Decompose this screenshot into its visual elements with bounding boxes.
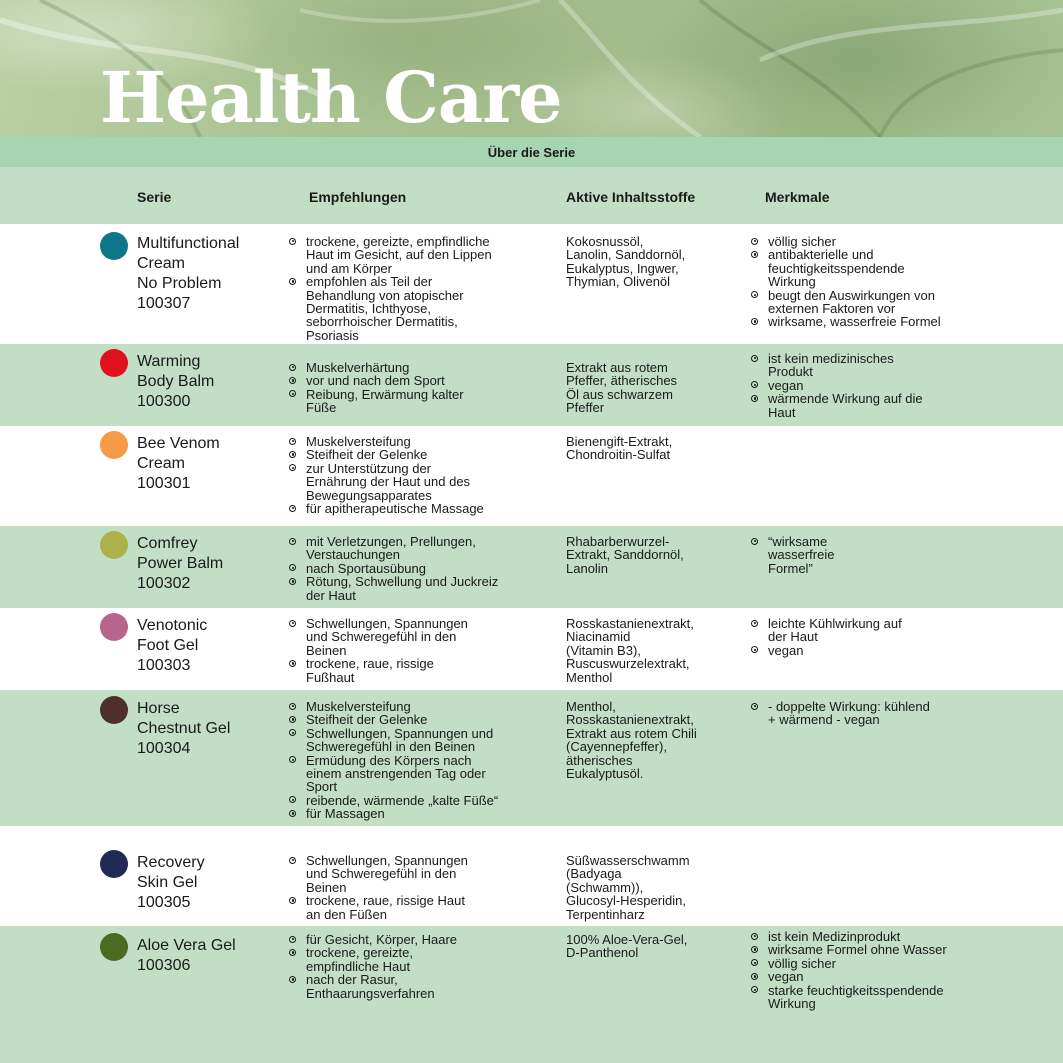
product-name-line: Horse — [137, 700, 180, 717]
bullet-item — [288, 448, 543, 461]
bullet-line: vegan — [768, 377, 804, 393]
product-name-line: Warming — [137, 353, 201, 370]
bullet-line: der Haut — [306, 587, 356, 603]
ingredient-line: Lanolin — [566, 560, 608, 576]
product-name-line: 100303 — [137, 657, 191, 674]
bullet-line: Enthaarungsverfahren — [306, 985, 435, 1001]
bullet-line: wasserfreie — [768, 547, 835, 563]
bullet-item — [750, 352, 990, 379]
series-color-dot — [100, 431, 128, 459]
bullet-item — [750, 379, 990, 392]
ingredients-text — [566, 933, 741, 960]
product-name — [137, 936, 297, 976]
bullet-line: antibakterielle und — [768, 247, 874, 263]
bullet-line: trockene, raue, rissige — [306, 656, 434, 672]
column-header-ingredients: Aktive Inhaltsstoffe — [566, 189, 696, 205]
bullet-line: starke feuchtigkeitsspendende — [768, 982, 944, 998]
bullet-line: wirksame Formel ohne Wasser — [768, 942, 947, 958]
features-list — [750, 930, 990, 1010]
ingredient-line: (Vitamin B3), — [566, 642, 641, 658]
ingredient-line: Extrakt, Sanddornöl, — [566, 547, 684, 563]
product-name-line: Venotonic — [137, 617, 208, 634]
bullet-item — [750, 289, 990, 316]
bullet-line: “wirksame — [768, 534, 828, 549]
bullet-line: - doppelte Wirkung: kühlend — [768, 699, 930, 714]
series-color-dot — [100, 613, 128, 641]
product-name — [137, 534, 297, 594]
bullet-line: vegan — [768, 969, 804, 985]
bullet-line: vegan — [768, 642, 804, 658]
product-name-line: Skin Gel — [137, 874, 198, 891]
series-color-dot — [100, 232, 128, 260]
ingredient-line: Menthol — [566, 669, 613, 685]
bullet-item — [750, 392, 990, 419]
bullet-item — [750, 957, 990, 970]
product-name-line: Recovery — [137, 854, 205, 871]
ingredients-text — [566, 235, 741, 289]
bullet-item — [288, 854, 543, 894]
product-name-line: 100305 — [137, 894, 191, 911]
bullet-item — [288, 973, 543, 1000]
page-title: Health Care — [100, 56, 562, 137]
bullet-line: Wirkung — [768, 274, 816, 290]
ingredients-text — [566, 361, 741, 415]
ingredient-line: Ruscuswurzelextrakt, — [566, 656, 690, 672]
bullet-line: einem anstrengenden Tag oder — [306, 766, 486, 782]
table-header — [0, 167, 1063, 224]
bullet-line: und Schweregefühl in den — [306, 629, 457, 645]
bullet-line: und Schweregefühl in den — [306, 866, 457, 882]
bullet-line: ist kein Medizinprodukt — [768, 929, 901, 944]
bullet-item — [288, 807, 543, 820]
bullet-item — [288, 794, 543, 807]
bullet-line: Ermüdung des Körpers nach — [306, 752, 472, 768]
ingredient-line: Chondroitin-Sulfat — [566, 447, 671, 463]
recommendations-list — [288, 854, 543, 921]
ingredient-line: (Schwamm)), — [566, 879, 644, 895]
column-header-features: Merkmale — [765, 189, 830, 205]
bullet-line: beugt den Auswirkungen von — [768, 287, 935, 303]
bullet-item — [288, 502, 543, 515]
ingredients-text — [566, 700, 741, 780]
series-color-dot — [100, 850, 128, 878]
bullet-line: Beinen — [306, 879, 347, 895]
bullet-item — [288, 275, 543, 342]
ingredient-line: Eukalyptus, Ingwer, — [566, 260, 679, 276]
ingredient-line: Eukalyptusöl. — [566, 766, 644, 782]
bullet-item — [288, 361, 543, 374]
features-list — [750, 535, 990, 575]
ingredient-line: Menthol, — [566, 699, 616, 714]
bullet-line: Reibung, Erwärmung kalter — [306, 386, 464, 402]
product-name-line: Power Balm — [137, 555, 224, 572]
bullet-line: Haut im Gesicht, auf den Lippen — [306, 247, 492, 263]
bullet-line: empfindliche Haut — [306, 958, 411, 974]
recommendations-list — [288, 535, 543, 602]
bullet-line: + wärmend - vegan — [768, 712, 880, 728]
column-header-series: Serie — [137, 189, 172, 205]
product-name — [137, 434, 297, 494]
bullet-line: Steifheit der Gelenke — [306, 712, 428, 728]
bullet-item — [750, 984, 990, 1011]
bullet-line: für Gesicht, Körper, Haare — [306, 932, 458, 947]
product-name — [137, 616, 297, 676]
product-name-line: Cream — [137, 455, 186, 472]
product-name — [137, 853, 297, 913]
ingredient-line: Extrakt aus rotem Chili — [566, 725, 697, 741]
bullet-line: Behandlung von atopischer — [306, 287, 464, 303]
ingredient-line: Rhabarberwurzel- — [566, 534, 670, 549]
bullet-item — [750, 943, 990, 956]
bullet-item — [288, 435, 543, 448]
product-name-line: 100300 — [137, 393, 191, 410]
ingredients-text — [566, 435, 741, 462]
bullet-item — [288, 562, 543, 575]
bullet-line: Dermatitis, Ichthyose, — [306, 301, 431, 317]
series-color-dot — [100, 349, 128, 377]
bullet-item — [750, 248, 990, 288]
bullet-line: Formel” — [768, 560, 813, 576]
features-list — [750, 700, 990, 727]
bullet-item — [288, 535, 543, 562]
bullet-line: Schwellungen, Spannungen und — [306, 725, 494, 741]
ingredients-text — [566, 854, 741, 921]
bullet-line: Verstauchungen — [306, 547, 400, 563]
bullet-item — [288, 946, 543, 973]
product-name-line: 100301 — [137, 475, 191, 492]
product-name — [137, 234, 297, 314]
column-header-recommendations: Empfehlungen — [309, 189, 407, 205]
bullet-item — [750, 970, 990, 983]
bullet-line: Fußhaut — [306, 669, 355, 685]
bullet-item — [750, 930, 990, 943]
bullet-line: nach der Rasur, — [306, 972, 398, 988]
bullet-line: trockene, gereizte, — [306, 945, 413, 961]
ingredients-text — [566, 535, 741, 575]
bullet-line: trockene, raue, rissige Haut — [306, 893, 465, 909]
recommendations-list — [288, 617, 543, 684]
ingredient-line: D-Panthenol — [566, 945, 639, 961]
bullet-line: trockene, gereizte, empfindliche — [306, 234, 490, 249]
bullet-line: Produkt — [768, 364, 813, 380]
bullet-line: wärmende Wirkung auf die — [768, 391, 923, 407]
bullet-line: ist kein medizinisches — [768, 351, 894, 366]
bullet-item — [288, 713, 543, 726]
bullet-line: reibende, wärmende „kalte Füße“ — [306, 792, 499, 808]
ingredient-line: Öl aus schwarzem — [566, 386, 673, 402]
bullet-line: Ernährung der Haut und des — [306, 474, 471, 490]
product-name-line: Foot Gel — [137, 637, 199, 654]
bullet-line: für apitherapeutische Massage — [306, 501, 484, 517]
bullet-line: Sport — [306, 779, 338, 795]
bullet-line: seborrhoischer Dermatitis, — [306, 314, 458, 330]
bullet-line: vor und nach dem Sport — [306, 373, 445, 389]
product-name — [137, 699, 297, 759]
ingredient-line: Süßwasserschwamm — [566, 853, 690, 868]
hero-banner — [0, 0, 1063, 137]
bullet-item — [288, 235, 543, 275]
ingredient-line: Pfeffer — [566, 400, 605, 416]
ingredient-line: Niacinamid — [566, 629, 631, 645]
product-name-line: Bee Venom — [137, 435, 220, 452]
recommendations-list — [288, 235, 543, 342]
bullet-line: Bewegungsapparates — [306, 487, 432, 503]
bullet-line: an den Füßen — [306, 906, 387, 922]
recommendations-list — [288, 435, 543, 515]
product-name-line: Body Balm — [137, 373, 215, 390]
recommendations-list — [288, 361, 543, 415]
bullet-line: wirksame, wasserfreie Formel — [768, 314, 941, 330]
bullet-item — [288, 894, 543, 921]
bullet-item — [750, 617, 990, 644]
ingredient-line: Terpentinharz — [566, 906, 645, 922]
ingredients-text — [566, 617, 741, 684]
bullet-line: Haut — [768, 404, 796, 420]
bullet-line: leichte Kühlwirkung auf — [768, 616, 902, 631]
bullet-line: Muskelversteifung — [306, 434, 411, 449]
series-color-dot — [100, 531, 128, 559]
bullet-line: Beinen — [306, 642, 347, 658]
product-name-line: 100302 — [137, 575, 191, 592]
ingredient-line: Bienengift-Extrakt, — [566, 434, 673, 449]
bullet-item — [750, 235, 990, 248]
bullet-item — [288, 933, 543, 946]
bullet-line: externen Faktoren vor — [768, 301, 896, 317]
bullet-item — [288, 374, 543, 387]
bullet-line: feuchtigkeitsspendende — [768, 260, 905, 276]
product-name-line: Multifunctional — [137, 235, 240, 252]
product-name-line: 100306 — [137, 957, 191, 974]
ingredient-line: Lanolin, Sanddornöl, — [566, 247, 686, 263]
bullet-item — [288, 754, 543, 794]
bullet-line: mit Verletzungen, Prellungen, — [306, 534, 476, 549]
bullet-line: nach Sportausübung — [306, 560, 426, 576]
bullet-line: der Haut — [768, 629, 818, 645]
product-name-line: Chestnut Gel — [137, 720, 231, 737]
bullet-line: völlig sicher — [768, 955, 836, 971]
ingredient-line: ätherisches — [566, 752, 633, 768]
bullet-item — [750, 315, 990, 328]
bullet-item — [750, 644, 990, 657]
product-name — [137, 352, 297, 412]
ingredient-line: Extrakt aus rotem — [566, 360, 668, 375]
bullet-item — [750, 700, 990, 727]
about-series-bar: Über die Serie — [0, 137, 1063, 167]
bullet-line: Wirkung — [768, 996, 816, 1012]
bullet-line: Schwellungen, Spannungen — [306, 616, 468, 631]
bullet-line: zur Unterstützung der — [306, 460, 432, 476]
bullet-item — [288, 700, 543, 713]
ingredient-line: 100% Aloe-Vera-Gel, — [566, 932, 688, 947]
recommendations-list — [288, 700, 543, 821]
bullet-line: für Massagen — [306, 806, 385, 822]
ingredient-line: Pfeffer, ätherisches — [566, 373, 678, 389]
product-name-line: Comfrey — [137, 535, 198, 552]
product-name-line: 100304 — [137, 740, 191, 757]
ingredient-line: Glucosyl-Hesperidin, — [566, 893, 686, 909]
recommendations-list — [288, 933, 543, 1000]
features-list — [750, 352, 990, 419]
bullet-item — [288, 617, 543, 657]
ingredient-line: (Badyaga — [566, 866, 622, 882]
features-list — [750, 235, 990, 329]
bullet-line: Füße — [306, 400, 337, 416]
bullet-line: Schwellungen, Spannungen — [306, 853, 468, 868]
bullet-line: empfohlen als Teil der — [306, 274, 433, 290]
bullet-item — [288, 727, 543, 754]
bullet-line: völlig sicher — [768, 234, 836, 249]
product-name-line: Cream — [137, 255, 186, 272]
features-list — [750, 617, 990, 657]
ingredient-line: Kokosnussöl, — [566, 234, 644, 249]
bullet-line: Schweregefühl in den Beinen — [306, 739, 476, 755]
ingredient-line: (Cayennepfeffer), — [566, 739, 667, 755]
bullet-line: Steifheit der Gelenke — [306, 447, 428, 463]
product-name-line: 100307 — [137, 295, 191, 312]
ingredient-line: Rosskastanienextrakt, — [566, 616, 694, 631]
series-color-dot — [100, 696, 128, 724]
bullet-line: Rötung, Schwellung und Juckreiz — [306, 574, 499, 590]
bullet-item — [288, 462, 543, 502]
series-color-dot — [100, 933, 128, 961]
product-name-line: No Problem — [137, 275, 222, 292]
bullet-item — [288, 575, 543, 602]
bullet-item — [750, 535, 990, 575]
ingredient-line: Thymian, Olivenöl — [566, 274, 671, 290]
bullet-item — [288, 657, 543, 684]
bullet-item — [288, 388, 543, 415]
bullet-line: Psoriasis — [306, 327, 359, 343]
bullet-line: Muskelversteifung — [306, 699, 411, 714]
bullet-line: Muskelverhärtung — [306, 360, 410, 375]
product-name-line: Aloe Vera Gel — [137, 937, 236, 954]
ingredient-line: Rosskastanienextrakt, — [566, 712, 694, 728]
bullet-line: und am Körper — [306, 260, 392, 276]
